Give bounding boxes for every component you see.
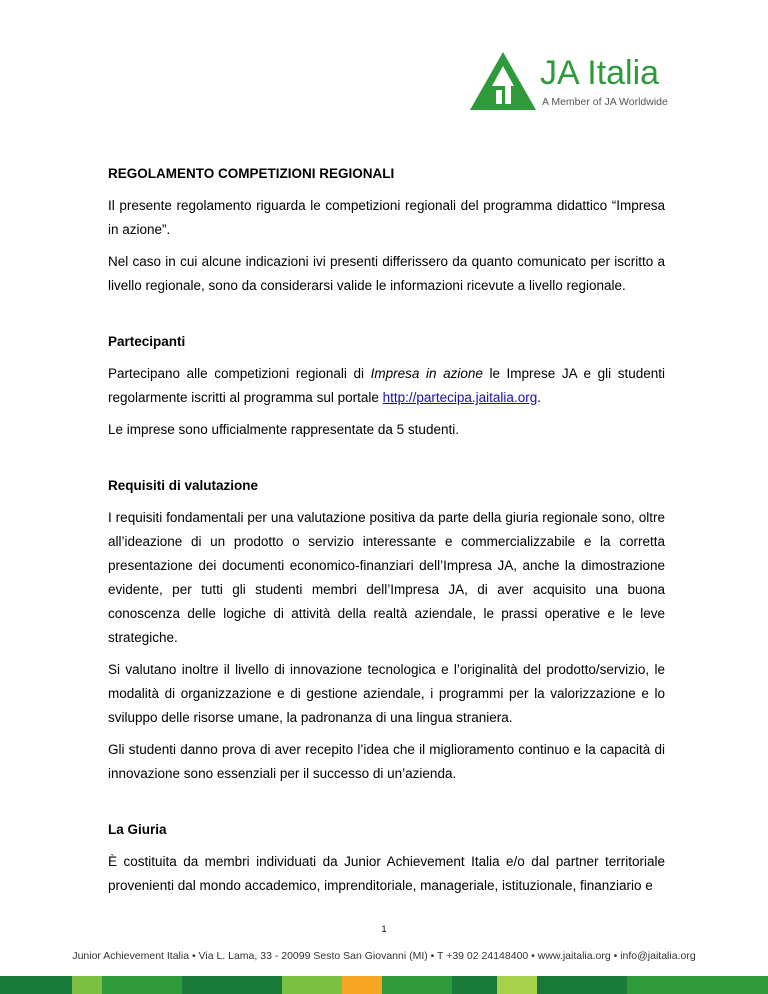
ja-italia-logo <box>470 52 680 112</box>
section-heading-giuria: La Giuria <box>108 822 167 837</box>
footer-color-bar <box>0 976 768 994</box>
requisiti-paragraph-1: I requisiti fondamentali per una valutazione positiva da parte della giuria regionale sono, oltre all’ideazione di un prodotto o servizio interessante e commercializzabile e la corretta presentazione dei documenti economico-finanziari dell’Impresa JA, anche la dimostrazione evidente, per tutti gli studenti membri dell’Impresa JA, di aver acquisito una buona conoscenza delle logiche di attività della realtà aziendale, le prassi operative e le leve strategiche. <box>108 510 665 645</box>
page-number: 1 <box>381 924 387 934</box>
program-name: Impresa in azione <box>370 366 483 381</box>
footer-contact-line: Junior Achievement Italia • Via L. Lama, 33 - 20099 Sesto San Giovanni (MI) • T +39 02 24148400 • www.jaitalia.org • info@jaitalia.org <box>72 950 696 962</box>
ja-triangle-logo-icon <box>470 52 536 110</box>
intro-paragraph-1: Il presente regolamento riguarda le competizioni regionali del programma didattico “Impresa in azione”. <box>108 198 665 237</box>
requisiti-paragraph-2: Si valutano inoltre il livello di innovazione tecnologica e l’originalità del prodotto/servizio, le modalità di organizzazione e di gestione aziendale, i programmi per la valorizzazione e lo sviluppo delle risorse umane, la padronanza di una lingua straniera. <box>108 662 665 725</box>
requisiti-paragraph-3: Gli studenti danno prova di aver recepito l’idea che il miglioramento continuo e la capacità di innovazione sono essenziali per il successo di un’azienda. <box>108 742 665 781</box>
logo-tagline: A Member of JA Worldwide <box>542 96 668 108</box>
document-body <box>108 162 665 906</box>
document-title: REGOLAMENTO COMPETIZIONI REGIONALI <box>108 166 395 181</box>
partecipanti-paragraph-2: Le imprese sono ufficialmente rappresentate da 5 studenti. <box>108 422 459 437</box>
section-heading-requisiti: Requisiti di valutazione <box>108 478 259 493</box>
partecipanti-paragraph-1: Partecipano alle competizioni regionali di Impresa in azione le Imprese JA e gli studenti regolarmente iscritti al programma sul portale http://partecipa.jaitalia.org. <box>108 366 665 405</box>
intro-paragraph-2: Nel caso in cui alcune indicazioni ivi presenti differissero da quanto comunicato per iscritto a livello regionale, sono da considerarsi valide le informazioni ricevute a livello regionale. <box>108 254 665 293</box>
giuria-paragraph-1: È costituita da membri individuati da Junior Achievement Italia e/o dal partner territoriale provenienti dal mondo accademico, imprenditoriale, manageriale, istituzionale, finanziario e <box>108 854 665 893</box>
section-heading-partecipanti: Partecipanti <box>108 334 186 349</box>
portal-link[interactable]: http://partecipa.jaitalia.org <box>382 390 538 405</box>
logo-wordmark: JA Italia <box>540 54 660 92</box>
